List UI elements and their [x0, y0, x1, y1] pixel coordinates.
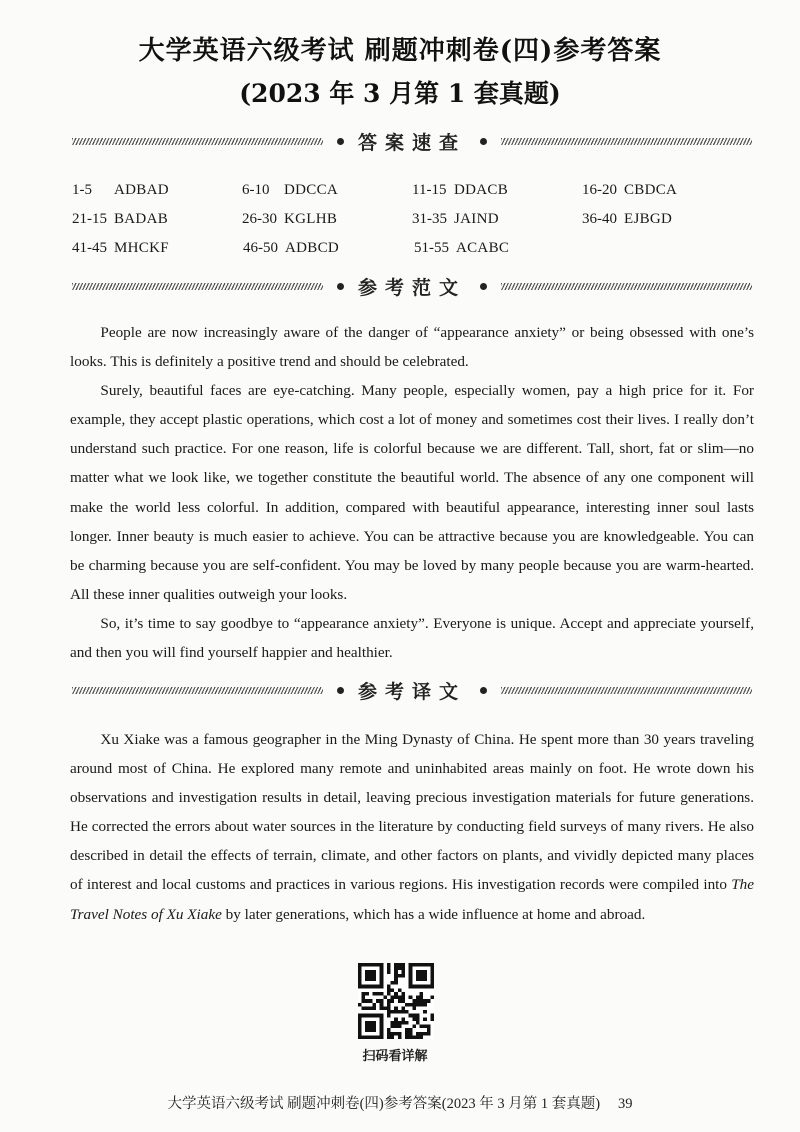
- answer-range: 41-45: [72, 240, 107, 256]
- bullet-icon: [480, 283, 487, 290]
- answer-range: 6-10: [242, 182, 270, 198]
- translation-text: Xu Xiake was a famous geographer in the Ming Dynasty of China. He spent more than 30 years traveling around most of China. He explored many remote and uninhabited areas mainly on foot. He wrote down his observations and investigation results in detail, leaving precious investigation materials for future generations. He corrected the errors about water sources in the literature by conducting field surveys of many rivers. He also described in detail the effects of terrain, climate, and other factors on plants, and vividly depicted many places of interest and local customs and practices in various regions. His investigation records were compiled into: [70, 731, 754, 894]
- bullet-icon: [337, 283, 344, 290]
- answer-value: JAIND: [454, 211, 499, 227]
- answer-value: EJBGD: [624, 211, 673, 227]
- answer-value: BADAB: [114, 211, 169, 227]
- essay-section-divider: [72, 273, 752, 299]
- answer-key-row: [72, 234, 752, 263]
- bullet-icon: [337, 687, 344, 694]
- hatch-decoration: [72, 283, 323, 290]
- answer-key-item: [243, 240, 414, 257]
- answer-value: ADBAD: [114, 182, 169, 198]
- answer-value: CBDCA: [624, 182, 678, 198]
- answer-key-row: [72, 176, 752, 205]
- answer-range: 1-5: [72, 182, 92, 198]
- essay-paragraph: So, it’s time to say goodbye to “appearance anxiety”. Everyone is unique. Accept and appreciate yourself, and then you will find yourself happier and healthier.: [70, 614, 754, 662]
- hatch-decoration: [72, 138, 323, 145]
- answers-section-divider: [72, 128, 752, 154]
- answer-range: 51-55: [414, 240, 449, 256]
- answer-key-item: [72, 240, 243, 257]
- hatch-decoration: [501, 283, 752, 290]
- answer-key-item: [72, 182, 242, 199]
- answer-key-item: [242, 211, 412, 228]
- answer-value: KGLHB: [284, 211, 338, 227]
- footer-title: 大学英语六级考试 刷题冲刺卷(四)参考答案(2023 年 3 月第 1 套真题): [167, 1096, 601, 1112]
- answer-value: DDACB: [454, 182, 509, 198]
- answer-range: 11-15: [412, 182, 447, 198]
- qr-code-icon[interactable]: [358, 963, 434, 1039]
- translation-section-divider: [72, 677, 752, 703]
- answer-range: 16-20: [582, 182, 617, 198]
- hatch-decoration: [501, 687, 752, 694]
- answer-key-item: [582, 182, 752, 199]
- answer-value: ADBCD: [285, 240, 340, 256]
- answer-range: 21-15: [72, 211, 107, 227]
- answer-key-item: [412, 211, 582, 228]
- answer-key-item: [582, 211, 752, 228]
- answer-range: 46-50: [243, 240, 278, 256]
- answer-value: DDCCA: [284, 182, 339, 198]
- hatch-decoration: [72, 687, 323, 694]
- reference-translation: [70, 725, 754, 929]
- bullet-icon: [337, 138, 344, 145]
- page-footer: [0, 1092, 800, 1113]
- bullet-icon: [480, 138, 487, 145]
- hatch-decoration: [501, 138, 752, 145]
- answer-value: ACABC: [456, 240, 510, 256]
- answer-range: 31-35: [412, 211, 447, 227]
- bullet-icon: [480, 687, 487, 694]
- essay-section-heading: 参考范文: [358, 276, 467, 299]
- answer-key-grid: [72, 176, 752, 263]
- translation-section-heading: 参考译文: [358, 680, 467, 703]
- essay-paragraph: People are now increasingly aware of the danger of “appearance anxiety” or being obsessed with one’s looks. This is definitely a positive trend and should be celebrated.: [70, 324, 754, 371]
- book-title: The Travel Notes of Xu Xiake: [70, 876, 754, 923]
- answers-section-heading: 答案速查: [358, 131, 467, 154]
- answer-key-item: [72, 211, 242, 228]
- page-number: 39: [618, 1096, 633, 1112]
- page-title: 大学英语六级考试 刷题冲刺卷(四)参考答案: [138, 36, 662, 66]
- qr-code-caption: 扫码看详解: [362, 1049, 428, 1064]
- model-essay: [70, 318, 754, 667]
- answer-key-row: [72, 205, 752, 234]
- answer-key-item: [412, 182, 582, 199]
- answer-key-item: [242, 182, 412, 199]
- translation-text: by later generations, which has a wide influence at home and abroad.: [221, 905, 646, 923]
- essay-paragraph: Surely, beautiful faces are eye-catching. Many people, especially women, pay a high price for it. For example, they accept plastic operations, which cost a lot of money and sometimes cost their lives. I really don’t understand such practice. For one reason, life is colorful because we are different. Tall, short, fat or slim—no matter what we look like, we together constitute the beautiful world. The absence of any one component will make the world less colorful. In addition, compared with beautiful appearance, interesting inner soul lasts longer. Inner beauty is much easier to achieve. You can be attractive because you are knowledgeable. You can be charming because you are self-confident. You may be loved by many people because you are warm-hearted. All these inner qualities outweigh your looks.: [70, 382, 754, 603]
- answer-key-item: [414, 240, 585, 257]
- answer-range: 26-30: [242, 211, 277, 227]
- answer-range: 36-40: [582, 211, 617, 227]
- answer-value: MHCKF: [114, 240, 169, 256]
- translation-paragraph: [70, 725, 754, 929]
- page-subtitle: (2023 年 3 月第 1 套真题): [239, 79, 561, 108]
